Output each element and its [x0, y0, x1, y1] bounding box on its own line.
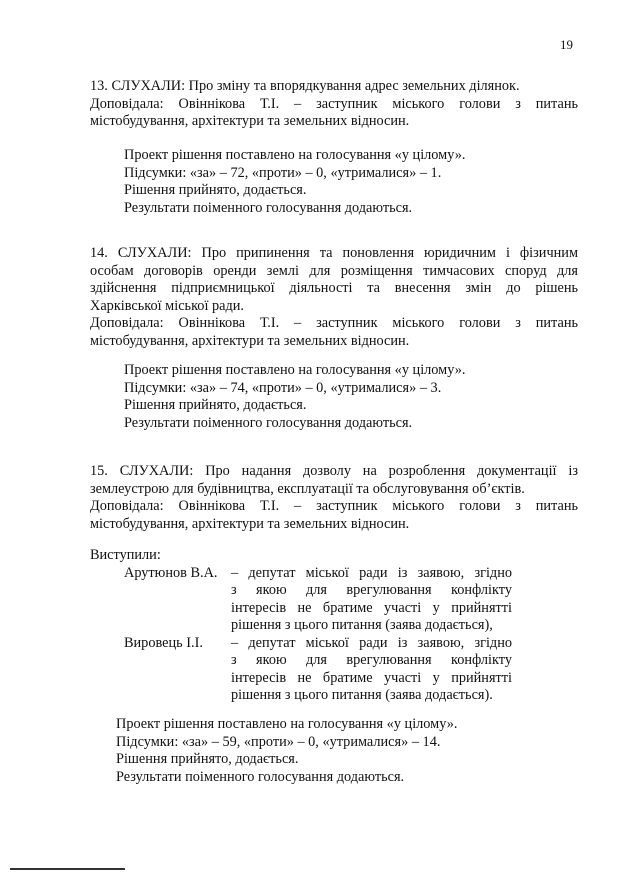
statement-line: – депутат міської ради із заявою, згідно [231, 635, 512, 651]
item-line: здійснення підприємницької діяльності та внесення змін до рішень [90, 280, 578, 296]
item-heading: 15. СЛУХАЛИ: [90, 463, 194, 479]
statement-line: рішення з цього питання (заява додається), [231, 617, 493, 634]
item-line: Про припинення та поновлення юридичним і фізичним [201, 245, 578, 261]
speaker-name: Арутюнов В.А. [124, 565, 218, 581]
item-line: особам договорів оренди землі для розміщення тимчасових споруд для [90, 262, 578, 279]
statement-line: рішення з цього питання (заява додається). [231, 687, 493, 704]
vote-line: Результати поіменного голосування додаються. [124, 414, 413, 431]
item-heading: 14. СЛУХАЛИ: [90, 245, 192, 261]
vote-line: Підсумки: «за» – 74, «проти» – 0, «утрималися» – 3. [124, 379, 442, 396]
page-number: 19 [560, 37, 573, 52]
item-line: Доповідала: Овіннікова Т.І. – заступник міського голови з питань [90, 498, 578, 514]
vote-line: Рішення прийнято, додається. [116, 751, 299, 767]
vote-line: Результати поіменного голосування додаються. [124, 199, 413, 216]
footer-rule [10, 868, 125, 870]
speaker-statement [231, 635, 512, 705]
vote-line: Проект рішення поставлено на голосування «у цілому». [124, 147, 466, 163]
item-15 [90, 463, 578, 533]
statement-line: з якою для врегулювання конфлікту [231, 652, 512, 669]
item-13 [90, 78, 578, 131]
item-line: землеустрою для будівництва, експлуатації та обслуговування об’єктів. [90, 480, 525, 497]
statement-line: з якою для врегулювання конфлікту [231, 582, 512, 599]
vote-line: Результати поіменного голосування додаються. [116, 768, 405, 785]
item-line: Доповідала: Овіннікова Т.І. – заступник міського голови з питань [90, 315, 578, 331]
vote-result-14 [124, 362, 465, 432]
vote-line: Підсумки: «за» – 59, «проти» – 0, «утрималися» – 14. [116, 733, 441, 750]
item-line: Про зміну та впорядкування адрес земельних ділянок. [188, 78, 520, 94]
vote-result-15 [116, 716, 457, 786]
vote-line: Рішення прийнято, додається. [124, 182, 307, 198]
vote-line: Проект рішення поставлено на голосування «у цілому». [124, 362, 466, 378]
speaker-name: Вировець І.І. [124, 635, 203, 651]
item-line: містобудування, архітектури та земельних відносин. [90, 515, 410, 532]
item-line: Харківської міської ради. [90, 297, 244, 314]
item-line: Доповідала: Овіннікова Т.І. – заступник міського голови з питань [90, 95, 578, 112]
item-heading: 13. СЛУХАЛИ: [90, 78, 186, 94]
item-line: містобудування, архітектури та земельних відносин. [90, 332, 410, 349]
item-14 [90, 245, 578, 350]
statement-line: інтересів не братиме участі у прийнятті [231, 669, 512, 686]
vote-result-13 [124, 147, 465, 217]
speakers-label: Виступили: [90, 547, 161, 563]
vote-line: Підсумки: «за» – 72, «проти» – 0, «утрималися» – 1. [124, 164, 442, 181]
statement-line: інтересів не братиме участі у прийнятті [231, 599, 512, 616]
item-line: містобудування, архітектури та земельних відносин. [90, 113, 410, 129]
statement-line: – депутат міської ради із заявою, згідно [231, 565, 512, 581]
vote-line: Проект рішення поставлено на голосування «у цілому». [116, 716, 458, 732]
vote-line: Рішення прийнято, додається. [124, 397, 307, 413]
item-line: Про надання дозволу на розроблення документації із [205, 463, 578, 479]
speaker-statement [231, 565, 512, 635]
